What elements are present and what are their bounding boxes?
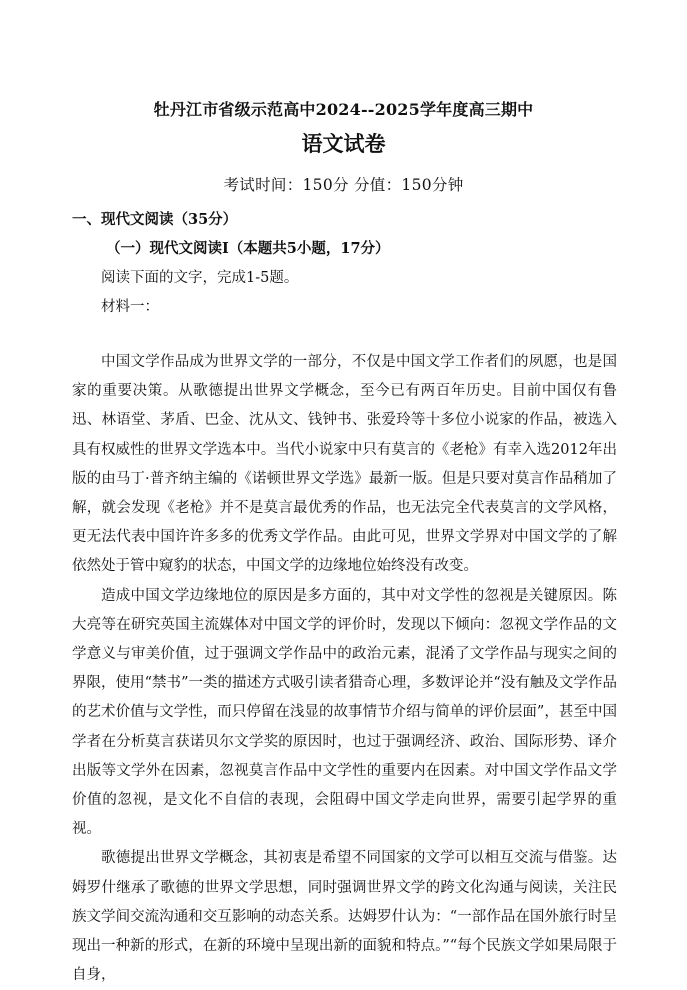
material-label: 材料一： xyxy=(101,299,159,315)
subsection-heading: （一）现代文阅读Ⅰ（本题共5小题，17分） xyxy=(106,240,390,257)
exam-title: 语文试卷 xyxy=(301,131,386,156)
exam-info: 考试时间：150分 分值：150分钟 xyxy=(223,176,464,194)
paragraph-3: 歌德提出世界文学概念，其初衷是希望不同国家的文学可以相互交流与借鉴。达姆罗什继承了歌德的世界文学思想，同时强调世界文学的跨文化沟通与阅读，关注民族文学间交流沟通和交互影响的动态关系。达姆罗什认为：“一部作品在国外旅行时呈现出一种新的形式，在新的环境中呈现出新的面貌和特点。”“每个民族文学如果局限于自身， xyxy=(72,850,617,984)
instruction-text: 阅读下面的文字，完成1-5题。 xyxy=(101,270,299,286)
article-body xyxy=(72,348,617,990)
paragraph-1: 中国文学作品成为世界文学的一部分，不仅是中国文学工作者们的夙愿，也是国家的重要决策。从歌德提出世界文学概念，至今已有两百年历史。目前中国仅有鲁迅、林语堂、茅盾、巴金、沈从文、钱钟书、张爱玲等十多位小说家的作品，被选入具有权威性的世界文学选本中。当代小说家中只有莫言的《老枪》有幸入选2012年出版的由马丁·普齐纳主编的《诺顿世界文学选》最新一版。但是只要对莫言作品稍加了解，就会发现《老枪》并不是莫言最优秀的作品，也无法完全代表莫言的文学风格，更无法代表中国许许多多的优秀文学作品。由此可见，世界文学界对中国文学的了解依然处于管中窥豹的状态，中国文学的边缘地位始终没有改变。 xyxy=(72,354,617,575)
school-title: 牡丹江市省级示范高中2024--2025学年度高三期中 xyxy=(153,100,534,119)
paragraph-2: 造成中国文学边缘地位的原因是多方面的，其中对文学性的忽视是关键原因。陈大亮等在研究英国主流媒体对中国文学的评价时，发现以下倾向：忽视文学作品的文学意义与审美价值，过于强调文学作品中的政治元素，混淆了文学作品与现实之间的界限，使用“禁书”一类的描述方式吸引读者猎奇心理，多数评论并“没有触及文学作品的艺术价值与文学性，而只停留在浅显的故事情节介绍与简单的评价层面”，甚至中国学者在分析莫言获诺贝尔文学奖的原因时，也过于强调经济、政治、国际形势、译介出版等文学外在因素，忽视莫言作品中文学性的重要内在因素。对中国文学作品文学价值的忽视，是文化不自信的表现，会阻碍中国文学走向世界，需要引起学界的重视。 xyxy=(72,587,617,838)
section-heading: 一、现代文阅读（35分） xyxy=(72,211,238,228)
